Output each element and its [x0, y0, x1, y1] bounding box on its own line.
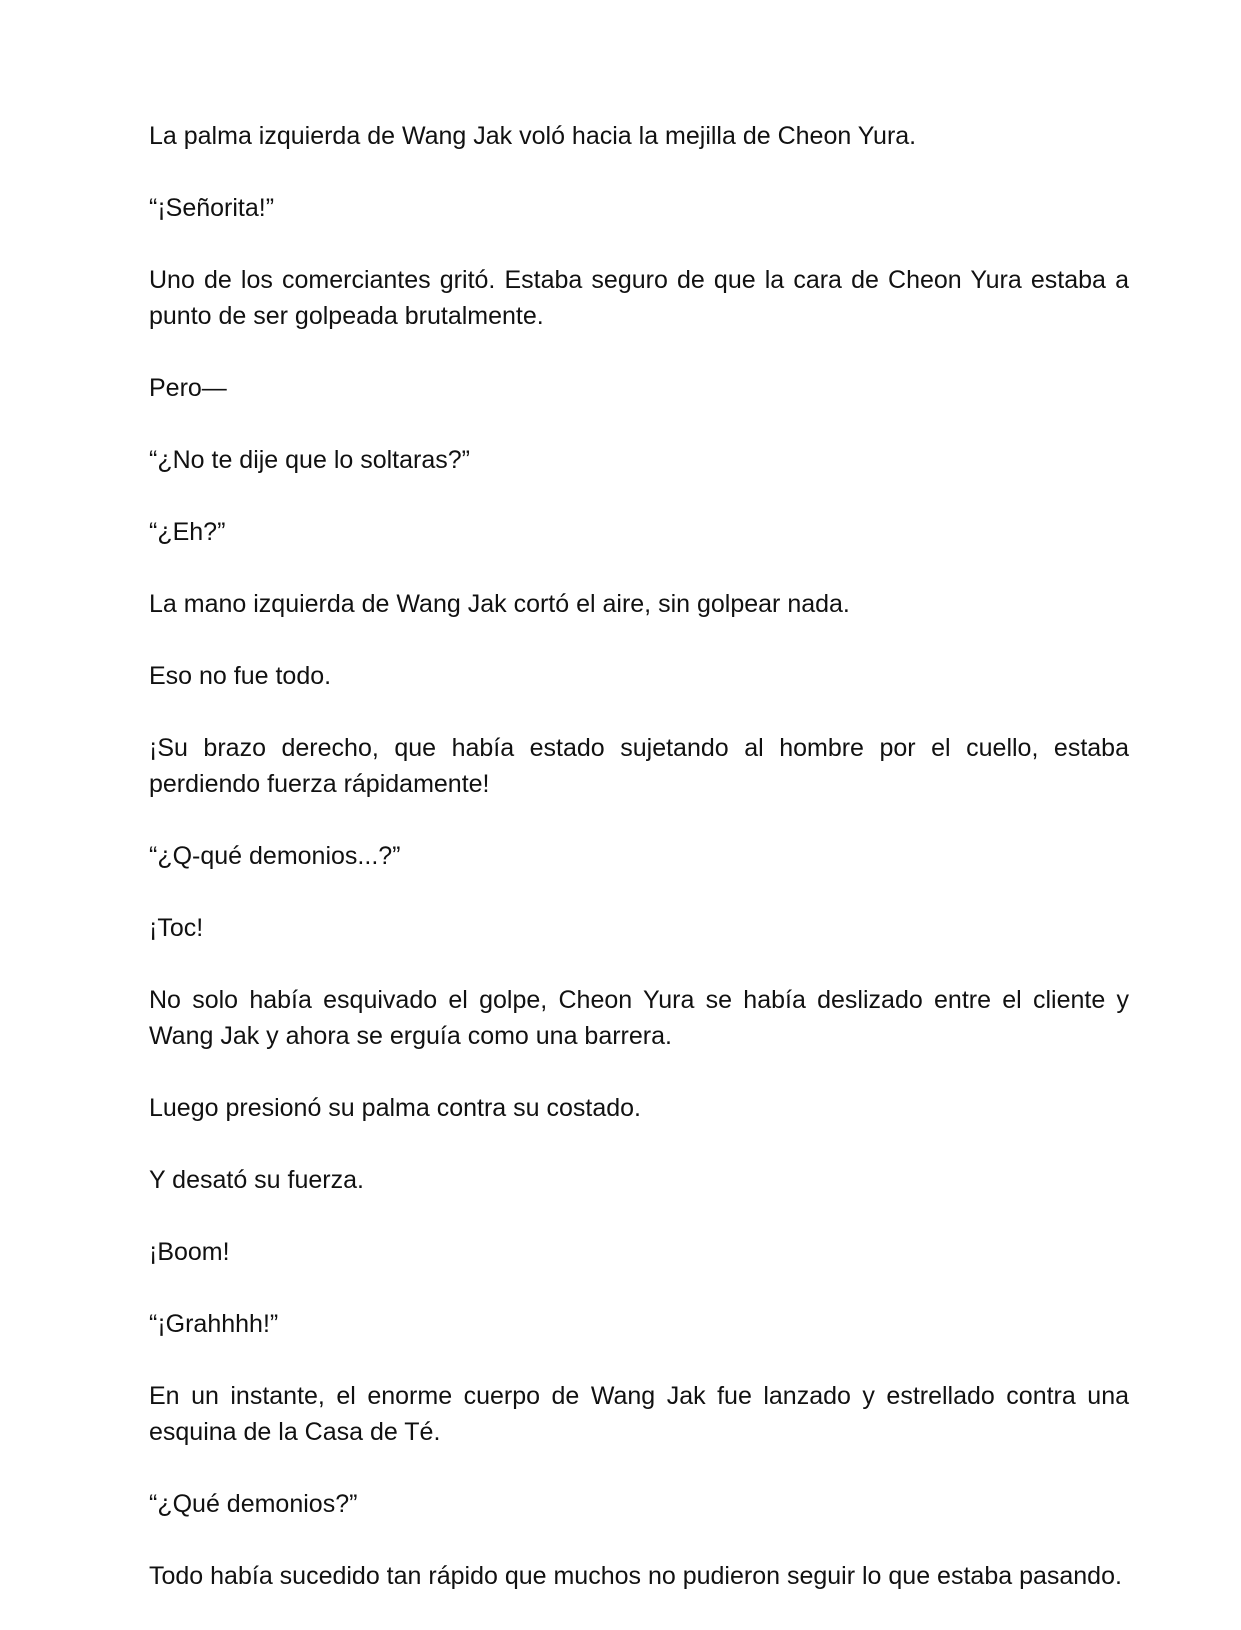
paragraph: “¿Q-qué demonios...?”	[149, 842, 401, 870]
paragraph: “¿Qué demonios?”	[149, 1490, 358, 1518]
paragraph: Eso no fue todo.	[149, 662, 332, 690]
paragraph: “¿No te dije que lo soltaras?”	[149, 446, 470, 474]
paragraph: En un instante, el enorme cuerpo de Wang Jak fue lanzado y estrellado contra una esquina de la Casa de Té.	[149, 1382, 1129, 1446]
paragraph: No solo había esquivado el golpe, Cheon Yura se había deslizado entre el cliente y Wang Jak y ahora se erguía como una barrera.	[149, 986, 1129, 1050]
document-page	[149, 118, 1129, 1630]
paragraph: ¡Toc!	[149, 914, 204, 942]
paragraph: “¿Eh?”	[149, 518, 226, 546]
paragraph: “¡Señorita!”	[149, 194, 275, 222]
paragraph: ¡Boom!	[149, 1238, 230, 1266]
paragraph: ¡Su brazo derecho, que había estado sujetando al hombre por el cuello, estaba perdiendo fuerza rápidamente!	[149, 734, 1129, 798]
paragraph: Y desató su fuerza.	[149, 1166, 364, 1194]
paragraph: Todo había sucedido tan rápido que muchos no pudieron seguir lo que estaba pasando.	[149, 1562, 1122, 1590]
paragraph: La mano izquierda de Wang Jak cortó el aire, sin golpear nada.	[149, 590, 850, 618]
paragraph: Uno de los comerciantes gritó. Estaba seguro de que la cara de Cheon Yura estaba a punto de ser golpeada brutalmente.	[149, 266, 1129, 330]
paragraph: Luego presionó su palma contra su costado.	[149, 1094, 641, 1122]
paragraph: Pero—	[149, 374, 227, 402]
paragraph: La palma izquierda de Wang Jak voló hacia la mejilla de Cheon Yura.	[149, 122, 917, 150]
paragraph: “¡Grahhhh!”	[149, 1310, 279, 1338]
